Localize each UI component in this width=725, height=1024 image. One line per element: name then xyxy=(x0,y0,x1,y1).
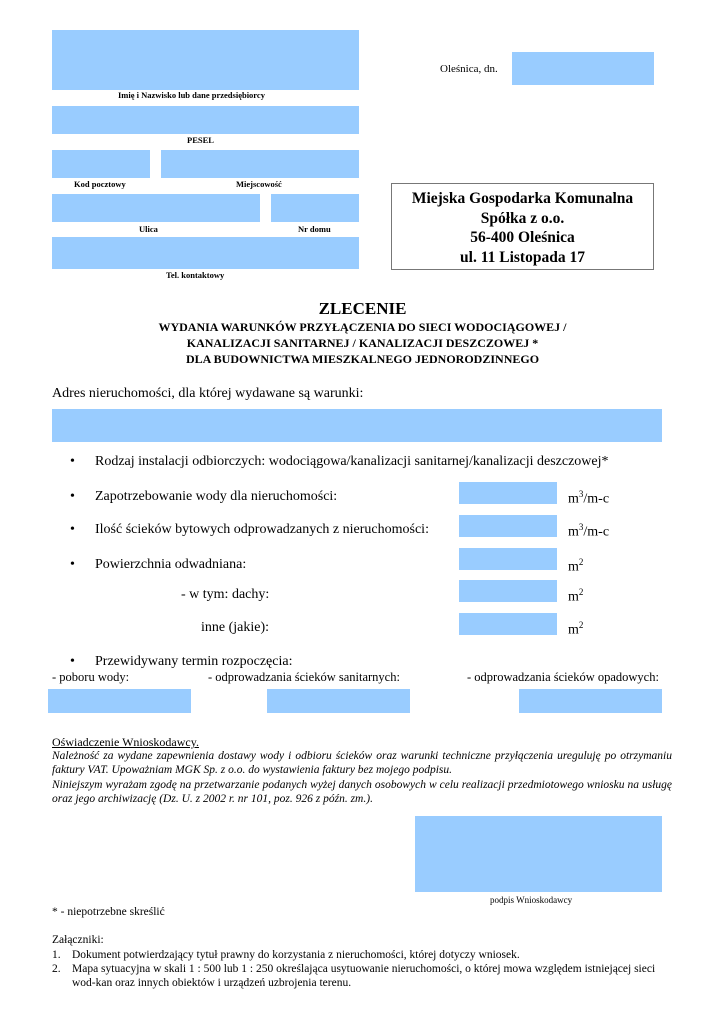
bullet-dot: • xyxy=(70,489,75,504)
declaration-title: Oświadczenie Wnioskodawcy. xyxy=(52,735,199,749)
sewage-volume-label: Ilość ścieków bytowych odprowadzanych z nieruchomości: xyxy=(95,522,429,537)
roofs-area-input[interactable] xyxy=(459,580,557,602)
postal-code-input[interactable] xyxy=(52,150,150,178)
installation-type-label: Rodzaj instalacji odbiorczych: wodociągowa/kanalizacji sanitarnej/kanalizacji deszczowej* xyxy=(95,454,609,469)
phone-label: Tel. kontaktowy xyxy=(166,270,225,280)
signature-label: podpis Wnioskodawcy xyxy=(490,895,573,905)
drained-area-label: Powierzchnia odwadniana: xyxy=(95,557,247,572)
form-subtitle-2: KANALIZACJI SANITARNEJ / KANALIZACJI DESZCZOWEJ * xyxy=(186,336,539,350)
attachments-title: Załączniki: xyxy=(52,934,104,946)
city-label: Miejscowość xyxy=(236,179,282,189)
recipient-line-1: Miejska Gospodarka Komunalna xyxy=(411,190,634,207)
attachment-number: 1. xyxy=(52,949,61,961)
declaration-consent-text: Niniejszym wyrażam zgodę na przetwarzanie podanych wyżej danych osobowych w celu realizacji przedmiotowego wniosku na usługę oraz jego archiwizację (Dz. U. z 2002 r. nr 101, poz. 926 z późn. zm.). xyxy=(52,779,672,806)
attachment-text: Mapa sytuacyjna w skali 1 : 500 lub 1 : 250 określająca usytuowanie nieruchomości, o której mowa względem istniejącej sieci wod-kan oraz innych obiektów i urządzeń uzbrojenia terenu. xyxy=(72,963,656,989)
date-input[interactable] xyxy=(512,52,654,85)
bullet-dot: • xyxy=(70,454,75,469)
drained-area-input[interactable] xyxy=(459,548,557,570)
other-area-label: inne (jakie): xyxy=(201,620,270,635)
sewage-volume-unit: $m^3/m-c$ xyxy=(568,522,610,540)
house-number-input[interactable] xyxy=(271,194,359,222)
property-address-label: Adres nieruchomości, dla której wydawane są warunki: xyxy=(52,386,364,401)
house-number-label: Nr domu xyxy=(298,224,331,234)
other-area-unit: $m^2$ xyxy=(568,620,584,638)
start-sanitary-input[interactable] xyxy=(267,689,410,713)
other-area-input[interactable] xyxy=(459,613,557,635)
water-demand-input[interactable] xyxy=(459,482,557,504)
water-demand-unit: $m^3/m-c$ xyxy=(568,489,610,507)
roofs-area-label: - w tym: dachy: xyxy=(181,587,270,602)
attachment-item xyxy=(52,948,677,962)
bullet-dot: • xyxy=(70,557,75,572)
street-label: Ulica xyxy=(139,224,158,234)
footnote: * - niepotrzebne skreślić xyxy=(52,906,165,918)
form-subtitle-1: WYDANIA WARUNKÓW PRZYŁĄCZENIA DO SIECI WODOCIĄGOWEJ / xyxy=(158,320,567,334)
phone-input[interactable] xyxy=(52,237,359,269)
attachment-number: 2. xyxy=(52,963,61,975)
attachment-text: Dokument potwierdzający tytuł prawny do korzystania z nieruchomości, której dotyczy wniosek. xyxy=(72,949,520,961)
applicant-name-label: Imię i Nazwisko lub dane przedsiębiorcy xyxy=(118,90,265,100)
water-demand-label: Zapotrzebowanie wody dla nieruchomości: xyxy=(95,489,338,504)
pesel-input[interactable] xyxy=(52,106,359,134)
start-storm-label: - odprowadzania ścieków opadowych: xyxy=(467,670,659,684)
sewage-volume-input[interactable] xyxy=(459,515,557,537)
property-address-input[interactable] xyxy=(52,409,662,442)
form-title: ZLECENIE xyxy=(318,299,407,318)
date-label: Oleśnica, dn. xyxy=(440,63,498,75)
signature-input[interactable] xyxy=(415,816,662,892)
start-water-label: - poboru wody: xyxy=(52,670,130,684)
pesel-label: PESEL xyxy=(187,135,214,145)
drained-area-unit: $m^2$ xyxy=(568,557,584,575)
start-storm-input[interactable] xyxy=(519,689,662,713)
attachment-item xyxy=(52,962,677,990)
bullet-dot: • xyxy=(70,522,75,537)
city-input[interactable] xyxy=(161,150,359,178)
street-input[interactable] xyxy=(52,194,260,222)
start-water-input[interactable] xyxy=(48,689,191,713)
applicant-name-input[interactable] xyxy=(52,30,359,90)
recipient-line-4: ul. 11 Listopada 17 xyxy=(460,248,585,266)
start-sanitary-label: - odprowadzania ścieków sanitarnych: xyxy=(208,670,400,684)
recipient-line-2: Spółka z o.o. xyxy=(480,209,565,227)
recipient-box xyxy=(391,183,654,270)
recipient-line-3: 56-400 Oleśnica xyxy=(470,229,575,246)
declaration-payment-text: Należność za wydane zapewnienia dostawy wody i odbioru ścieków oraz warunki techniczne przyłączenia ureguluję po otrzymaniu faktury VAT. Upoważniam MGK Sp. z o.o. do wystawienia faktury bez mojego podpisu. xyxy=(52,750,672,777)
start-date-label: Przewidywany termin rozpoczęcia: xyxy=(95,654,293,669)
roofs-area-unit: $m^2$ xyxy=(568,587,584,605)
postal-code-label: Kod pocztowy xyxy=(74,179,126,189)
bullet-dot: • xyxy=(70,654,75,669)
form-subtitle-3: DLA BUDOWNICTWA MIESZKALNEGO JEDNORODZINNEGO xyxy=(185,352,540,366)
